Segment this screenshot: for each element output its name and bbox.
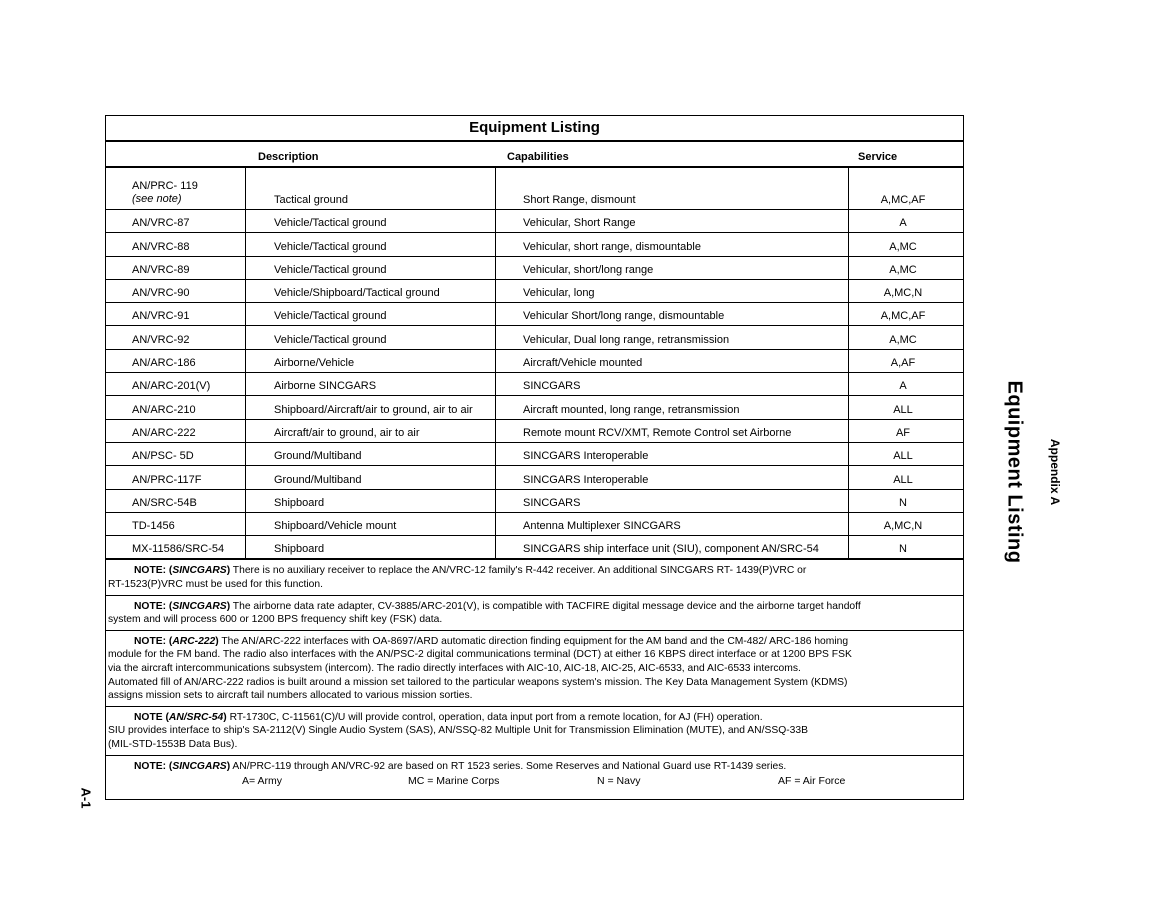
- model-cell: AN/PSC- 5D: [132, 450, 194, 463]
- capabilities-cell: Vehicular Short/long range, dismountable: [523, 310, 725, 323]
- service-cell: ALL: [893, 450, 913, 463]
- note-prefix: NOTE: (: [134, 565, 173, 577]
- capabilities-cell: Short Range, dismount: [523, 194, 636, 206]
- capabilities-cell: SINCGARS: [523, 496, 581, 509]
- note-suffix: ): [226, 760, 231, 772]
- note-line: module for the FM band. The radio also interfaces with the AN/PSC-2 digital communications terminal (DCT) at either 16 KBPS direct interface or at 1200 BPS FSK: [108, 649, 852, 661]
- header-capabilities: Capabilities: [507, 151, 569, 163]
- service-cell: A,MC,AF: [880, 194, 926, 206]
- table-body: [106, 168, 963, 559]
- capabilities-cell: Antenna Multiplexer SINCGARS: [523, 520, 681, 533]
- model-cell: AN/VRC-89: [132, 263, 190, 276]
- description-cell: Vehicle/Tactical ground: [274, 217, 387, 230]
- description-cell: Airborne/Vehicle: [274, 357, 355, 370]
- description-cell: Ground/Multiband: [274, 450, 362, 463]
- table-row: [106, 536, 963, 559]
- description-cell: Vehicle/Tactical ground: [274, 240, 387, 253]
- description-cell: Shipboard: [274, 543, 325, 556]
- side-appendix-label: Appendix A: [1048, 438, 1062, 506]
- model-cell: AN/SRC-54B: [132, 496, 197, 509]
- description-cell: Shipboard: [274, 496, 325, 509]
- model-cell: AN/VRC-90: [132, 287, 190, 300]
- capabilities-cell: Vehicular, short/long range: [523, 263, 654, 276]
- note-block: [106, 595, 963, 630]
- description-cell: Tactical ground: [274, 194, 348, 206]
- legend-army: A= Army: [242, 775, 282, 788]
- table-row: [106, 420, 963, 443]
- note-tag: SINCGARS: [172, 600, 227, 612]
- note-suffix: ): [223, 711, 227, 723]
- equipment-table: [105, 115, 964, 800]
- description-cell: Vehicle/Tactical ground: [274, 310, 387, 323]
- description-cell: Shipboard/Aircraft/air to ground, air to air: [274, 403, 473, 416]
- note-line: RT-1523(P)VRC must be used for this function.: [108, 579, 323, 591]
- model-cell: AN/VRC-87: [132, 217, 190, 230]
- table-row: [106, 210, 963, 233]
- table-row: [106, 350, 963, 373]
- table-row: [106, 466, 963, 489]
- capabilities-cell: Vehicular, Short Range: [523, 217, 636, 230]
- service-cell: A,MC: [889, 240, 917, 253]
- capabilities-cell: Aircraft mounted, long range, retransmission: [523, 403, 740, 416]
- note-tag: SINCGARS: [172, 565, 227, 577]
- table-row: [106, 490, 963, 513]
- note-prefix: NOTE: (: [134, 760, 173, 772]
- service-cell: A,MC,N: [883, 520, 923, 533]
- capabilities-cell: Aircraft/Vehicle mounted: [523, 357, 643, 370]
- note-tag: ARC-222: [172, 635, 216, 647]
- note-suffix: ): [226, 600, 231, 612]
- table-row: [106, 233, 963, 256]
- capabilities-cell: SINCGARS Interoperable: [523, 473, 649, 486]
- description-cell: Aircraft/air to ground, air to air: [274, 426, 420, 439]
- table-row: [106, 303, 963, 326]
- note-line: (MIL-STD-1553B Data Bus).: [108, 738, 238, 750]
- note-text: The airborne data rate adapter, CV-3885/ARC-201(V), is compatible with TACFIRE digital message device and the airborne target handoff: [230, 600, 861, 612]
- note-line: via the aircraft intercommunications subsystem (intercom). The radio directly interfaces with AIC-10, AIC-18, AIC-25, AIC-6533, and AIC-6533 intercoms.: [108, 663, 801, 675]
- table-row: [106, 168, 963, 210]
- capabilities-cell: Vehicular, short range, dismountable: [523, 240, 701, 253]
- table-row: [106, 396, 963, 419]
- note-text: There is no auxiliary receiver to replace the AN/VRC-12 family's R-442 receiver. An additional SINCGARS RT- 1439(P)VRC or: [230, 565, 807, 577]
- side-section-title: Equipment Listing: [1003, 380, 1026, 564]
- page-number: A-1: [78, 787, 94, 809]
- note-text: RT-1730C, C-11561(C)/U will provide control, operation, data input port from a remote location, for AJ (FH) operation.: [226, 711, 763, 723]
- table-row: [106, 326, 963, 349]
- model-cell: TD-1456: [132, 520, 175, 533]
- description-cell: Vehicle/Shipboard/Tactical ground: [274, 287, 440, 300]
- service-cell: A: [899, 217, 907, 230]
- table-title: Equipment Listing: [106, 116, 963, 142]
- table-row: [106, 443, 963, 466]
- model-cell: AN/ARC-186: [132, 357, 196, 370]
- note-prefix: NOTE: (: [134, 600, 173, 612]
- note-block: [106, 630, 963, 706]
- model-cell: AN/ARC-210: [132, 403, 196, 416]
- description-cell: Shipboard/Vehicle mount: [274, 520, 397, 533]
- note-line: SIU provides interface to ship's SA-2112(V) Single Audio System (SAS), AN/SSQ-82 Multiple Unit for Transmission Elimination (MUTE), and AN/SSQ-33B: [108, 725, 808, 737]
- service-cell: A,MC: [889, 263, 917, 276]
- note-line: Automated fill of AN/ARC-222 radios is built around a mission set tailored to the particular weapons system's mission. The Key Data Management System (KDMS): [108, 676, 848, 688]
- table-row: [106, 513, 963, 536]
- capabilities-cell: SINCGARS: [523, 380, 581, 393]
- table-row: [106, 373, 963, 396]
- legend-navy: N = Navy: [597, 775, 641, 788]
- table-header: [106, 142, 963, 168]
- description-cell: Ground/Multiband: [274, 473, 362, 486]
- note-text: AN/PRC-119 through AN/VRC-92 are based on RT 1523 series. Some Reserves and National Guard use RT-1439 series.: [230, 760, 787, 772]
- capabilities-cell: Remote mount RCV/XMT, Remote Control set Airborne: [523, 426, 792, 439]
- service-cell: A,AF: [890, 357, 916, 370]
- service-cell: AF: [895, 426, 911, 439]
- legend-airforce: AF = Air Force: [778, 775, 846, 788]
- description-cell: Vehicle/Tactical ground: [274, 263, 387, 276]
- description-cell: Airborne SINCGARS: [274, 380, 377, 393]
- service-cell: ALL: [893, 403, 913, 416]
- service-cell: N: [899, 496, 907, 509]
- table-row: [106, 280, 963, 303]
- service-cell: N: [899, 543, 907, 556]
- model-name: AN/PRC- 119: [132, 180, 198, 192]
- service-cell: A,MC,N: [883, 287, 923, 300]
- notes-section: [106, 559, 963, 775]
- service-cell: ALL: [893, 473, 913, 486]
- note-prefix: NOTE (: [134, 711, 169, 723]
- note-block: [106, 706, 963, 755]
- model-cell: AN/ARC-222: [132, 426, 196, 439]
- service-cell: A,MC,AF: [880, 310, 926, 323]
- service-legend: [106, 775, 963, 791]
- table-row: [106, 257, 963, 280]
- note-suffix: ): [215, 635, 219, 647]
- header-service: Service: [858, 151, 898, 163]
- header-description: Description: [258, 151, 319, 163]
- model-cell: [132, 180, 198, 206]
- capabilities-cell: Vehicular, long: [523, 287, 595, 300]
- description-cell: Vehicle/Tactical ground: [274, 333, 387, 346]
- service-cell: A,MC: [889, 333, 917, 346]
- model-cell: AN/ARC-201(V): [132, 380, 211, 393]
- service-cell: A: [899, 380, 907, 393]
- model-cell: MX-11586/SRC-54: [132, 543, 225, 556]
- note-line: system and will process 600 or 1200 BPS frequency shift key (FSK) data.: [108, 614, 443, 626]
- note-tag: SINCGARS: [172, 760, 227, 772]
- model-cell: AN/VRC-88: [132, 240, 190, 253]
- note-block: [106, 755, 963, 776]
- note-line: assigns mission sets to aircraft tail numbers allocated to various mission sorties.: [108, 690, 473, 702]
- model-note: (see note): [132, 193, 182, 205]
- capabilities-cell: SINCGARS Interoperable: [523, 450, 649, 463]
- capabilities-cell: Vehicular, Dual long range, retransmission: [523, 333, 730, 346]
- note-text: The AN/ARC-222 interfaces with OA-8697/ARD automatic direction finding equipment for the AM band and the CM-482/ ARC-186 homing: [218, 635, 849, 647]
- capabilities-cell: SINCGARS ship interface unit (SIU), component AN/SRC-54: [523, 543, 819, 556]
- note-tag: AN/SRC-54: [168, 711, 224, 723]
- model-cell: AN/PRC-117F: [132, 473, 202, 486]
- model-cell: AN/VRC-91: [132, 310, 190, 323]
- model-cell: AN/VRC-92: [132, 333, 190, 346]
- note-suffix: ): [226, 565, 231, 577]
- note-block: [106, 559, 963, 594]
- legend-marines: MC = Marine Corps: [408, 775, 500, 788]
- note-prefix: NOTE: (: [134, 635, 173, 647]
